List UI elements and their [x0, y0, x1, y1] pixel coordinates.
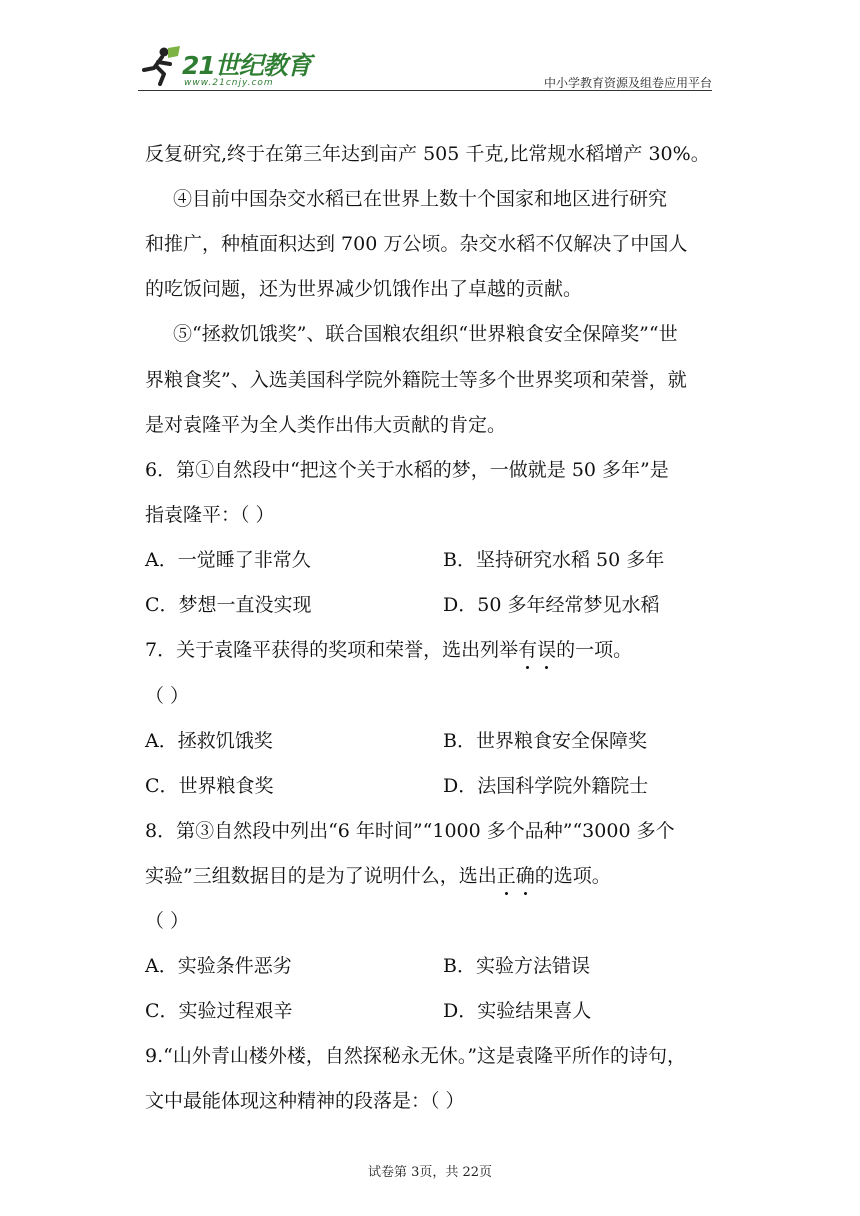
q8-answer-paren: （ ）: [145, 910, 190, 932]
emphasis-dot-char: 正: [496, 865, 516, 887]
header-divider: [138, 90, 712, 91]
logo-url: www.21cnjy.com: [184, 78, 274, 88]
q8-option-c: C．实验过程艰辛: [145, 1000, 293, 1022]
question-8-stem: [145, 864, 611, 888]
q7-answer-paren: （ ）: [145, 685, 190, 707]
q6-option-a: A．一觉睡了非常久: [145, 549, 311, 571]
paragraph-line: 的吃饭问题，还为世界减少饥饿作出了卓越的贡献。: [145, 278, 583, 300]
q7-option-a: A．拯救饥饿奖: [145, 730, 273, 752]
paragraph-line: 是对袁隆平为全人类作出伟大贡献的肯定。: [145, 414, 507, 436]
q7-stem-text: 7．关于袁隆平获得的奖项和荣誉，选出列举: [145, 639, 519, 661]
q8-option-a: A．实验条件恶劣: [145, 955, 292, 977]
page-footer: 试卷第 3页，共 22页: [367, 1165, 493, 1180]
q6-option-c: C．梦想一直没实现: [145, 594, 312, 616]
paragraph-line: ⑤“拯救饥饿奖”、联合国粮农组织“世界粮食安全保障奖”“世: [173, 323, 678, 345]
paragraph-line: 界粮食奖”、入选美国科学院外籍院士等多个世界奖项和荣誉，就: [145, 369, 687, 391]
question-7-stem: [145, 638, 632, 662]
logo: [138, 40, 338, 92]
question-9-stem: 9.“山外青山楼外楼，自然探秘永无休。”这是袁隆平所作的诗句，: [145, 1045, 687, 1067]
emphasis-dot-char: 确: [515, 865, 535, 887]
q6-option-b: B．坚持研究水稻 50 多年: [443, 549, 665, 571]
q8-option-b: B．实验方法错误: [443, 955, 590, 977]
paragraph-line: ④目前中国杂交水稻已在世界上数十个国家和地区进行研究: [173, 188, 668, 210]
q7-option-d: D．法国科学院外籍院士: [443, 775, 649, 797]
q7-stem-text: 的一项。: [556, 639, 633, 661]
emphasis-dot-char: 误: [537, 639, 557, 661]
q8-option-d: D．实验结果喜人: [443, 1000, 592, 1022]
q7-option-b: B．世界粮食安全保障奖: [443, 730, 647, 752]
question-9-stem: 文中最能体现这种精神的段落是：（ ）: [145, 1090, 465, 1112]
emphasis-dot-char: 有: [518, 639, 538, 661]
paragraph-line: 和推广，种植面积达到 700 万公顷。杂交水稻不仅解决了中国人: [145, 233, 688, 255]
question-6-stem: 指袁隆平：（ ）: [145, 504, 275, 526]
q7-option-c: C．世界粮食奖: [145, 775, 274, 797]
runner-logo-icon: [138, 46, 182, 86]
page-header: [138, 40, 712, 92]
site-name: 中小学教育资源及组卷应用平台: [543, 76, 712, 90]
question-8-stem: 8．第③自然段中列出“6 年时间”“1000 多个品种”“3000 多个: [145, 820, 675, 842]
q6-option-d: D．50 多年经常梦见水稻: [443, 594, 660, 616]
q8-stem-text: 的选项。: [534, 865, 611, 887]
question-6-stem: 6．第①自然段中“把这个关于水稻的梦，一做就是 50 多年”是: [145, 459, 669, 481]
paragraph-line: 反复研究,终于在第三年达到亩产 505 千克,比常规水稻增产 30%。: [145, 143, 710, 165]
logo-text: 21世纪教育: [182, 51, 311, 80]
q8-stem-text: 实验”三组数据目的是为了说明什么，选出: [145, 865, 497, 887]
